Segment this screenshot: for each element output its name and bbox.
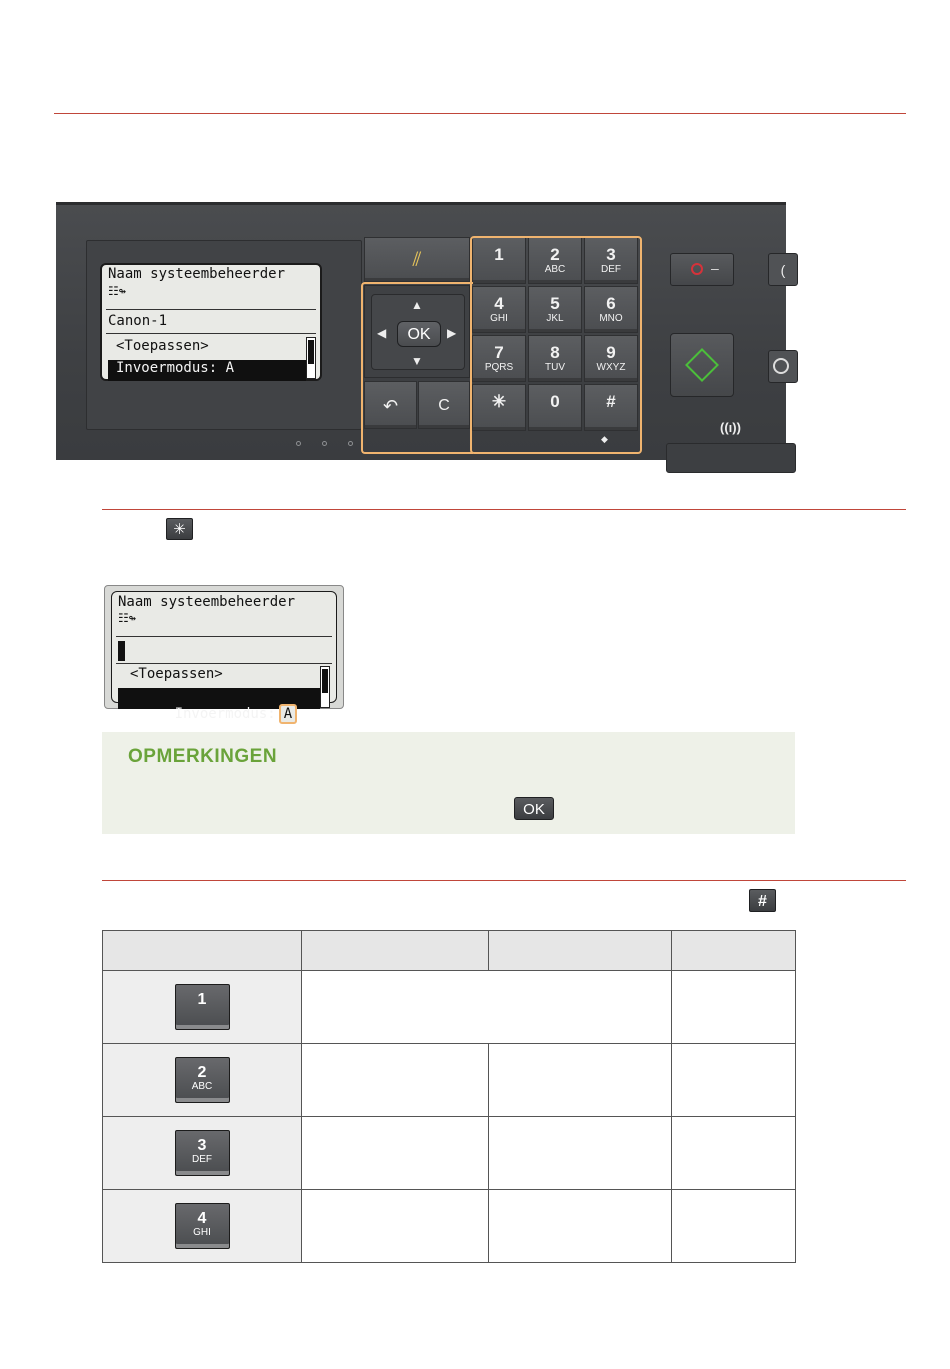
key-input-table [102,930,796,1263]
start-button[interactable] [670,333,734,397]
reset-button[interactable] [364,237,470,282]
back-icon: ↶ [382,396,399,416]
lcd-mode-label: Invoermodus: [174,706,276,722]
table-cell [302,1190,489,1263]
table-header-cell [302,931,489,971]
table-row [103,1190,796,1263]
function-button[interactable] [768,350,798,383]
lcd-cursor [118,641,125,661]
table-cell [302,1117,489,1190]
table-header-cell [489,931,672,971]
section-rule-step2 [102,509,906,510]
key-6-button[interactable]: 6 MNO [584,286,638,333]
key-1-icon: 1 [175,984,230,1030]
table-cell [672,971,796,1044]
start-icon [685,348,719,382]
table-cell [672,1117,796,1190]
table-header-cell [672,931,796,971]
key-5-button[interactable]: 5 JKL [528,286,582,333]
clear-button[interactable]: C [418,381,470,429]
keypad-dot-icon: ◆ [601,434,608,444]
lcd-scrollbar [306,337,316,379]
table-row [103,971,796,1044]
stop-button[interactable]: – [670,253,734,286]
energy-saver-button[interactable]: ( [768,253,798,286]
key-cell [103,971,302,1044]
table-cell [489,1044,672,1117]
key-cell [103,1190,302,1263]
panel-lower-edge [666,443,796,473]
key-8-button[interactable]: 8 TUV [528,335,582,382]
right-arrow-icon[interactable]: ▶ [447,326,457,340]
lcd-menu-apply[interactable]: <Toepassen> [116,338,209,354]
keyboard-hand-icon: ☷↬ [118,611,136,625]
key-7-button[interactable]: 7 PQRS [472,335,526,382]
key-2-icon: 2 ABC [175,1057,230,1103]
table-cell [302,971,672,1044]
key-9-button[interactable]: 9 WXYZ [584,335,638,382]
section-rule-top [54,113,906,114]
lcd-step2 [111,591,337,722]
indicator-dot [296,441,301,446]
keypad-highlight [470,236,642,454]
star-key-button[interactable]: ✳ [472,384,526,431]
lcd-display [100,263,322,381]
table-header-cell [103,931,302,971]
ok-button[interactable]: OK [397,321,441,347]
lcd-scrollbar [320,666,330,708]
table-cell [489,1190,672,1263]
table-cell [489,1117,672,1190]
key-4-icon: 4 GHI [175,1203,230,1249]
key-cell [103,1044,302,1117]
hash-key-button[interactable]: # [584,384,638,431]
ok-key-icon: OK [514,797,554,820]
function-icon [773,358,789,374]
table-cell [302,1044,489,1117]
down-arrow-icon[interactable]: ▼ [411,354,423,368]
lcd-menu-mode[interactable] [118,688,320,722]
key-2-button[interactable]: 2 ABC [528,237,582,284]
notes-title: OPMERKINGEN [128,746,278,767]
operation-panel [56,202,786,460]
table-row [103,1117,796,1190]
reset-icon: ⫽ [412,249,422,271]
lcd-title: Naam systeembeheerder [108,266,286,282]
key-3-icon: 3 DEF [175,1130,230,1176]
indicator-dot [322,441,327,446]
key-0-button[interactable]: 0 [528,384,582,431]
table-header-row [103,931,796,971]
star-key-icon: ✳ [166,518,193,540]
key-cell [103,1117,302,1190]
lcd-step2-frame [104,585,344,722]
keyboard-hand-icon: ☷↬ [108,284,126,298]
left-arrow-icon[interactable]: ◀ [377,326,387,340]
table-row [103,1044,796,1117]
table-cell [672,1190,796,1263]
lcd-menu-apply[interactable]: <Toepassen> [130,666,223,682]
table-cell [672,1044,796,1117]
key-4-button[interactable]: 4 GHI [472,286,526,333]
up-arrow-icon[interactable]: ▲ [411,298,423,312]
wireless-icon: ((ı)) [720,420,741,435]
lcd-mode-value: A [279,704,297,724]
dpad-highlight [361,282,473,454]
hash-key-icon: # [749,889,776,912]
lcd-title: Naam systeembeheerder [118,594,296,610]
notes-box [102,732,795,834]
key-1-button[interactable]: 1 [472,237,526,284]
indicator-dot [348,441,353,446]
lcd-input-value: Canon-1 [108,313,168,329]
lcd-menu-mode[interactable]: Invoermodus: A [108,360,306,381]
key-3-button[interactable]: 3 DEF [584,237,638,284]
section-rule-step3 [102,880,906,881]
stop-icon [691,263,703,275]
